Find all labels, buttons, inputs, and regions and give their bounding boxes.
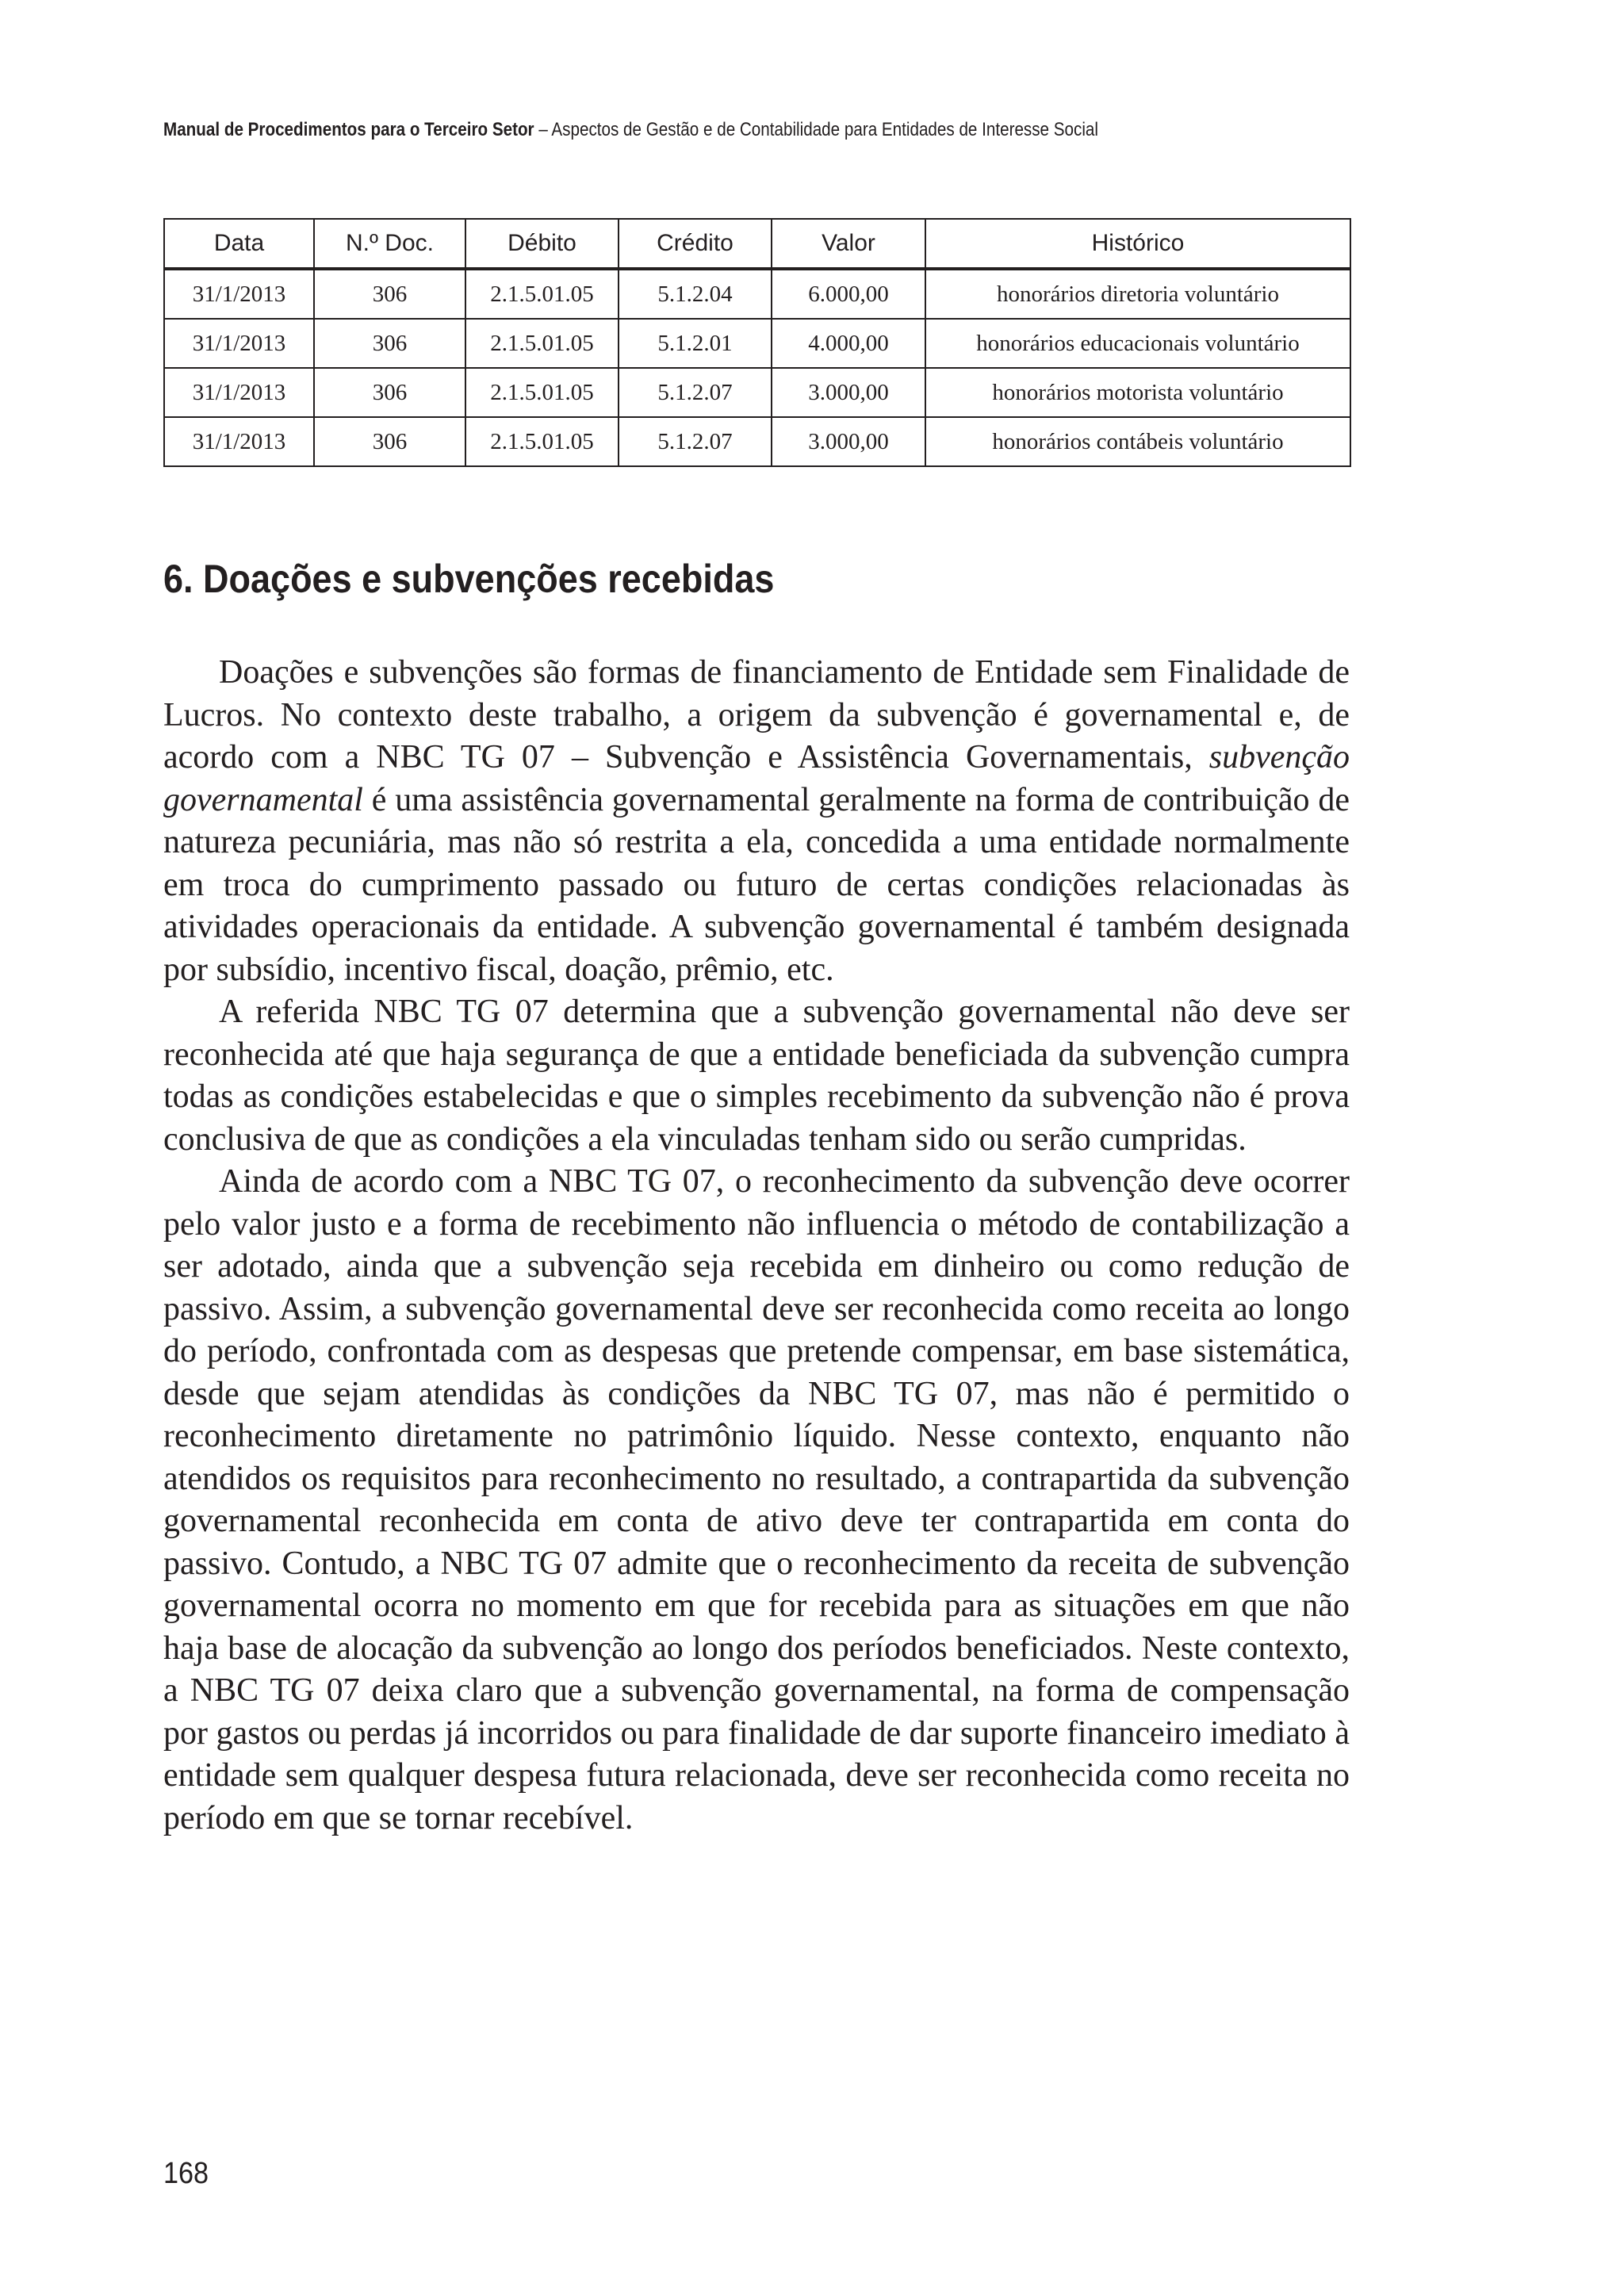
cell-date: 31/1/2013 (164, 269, 314, 319)
table-row (164, 368, 1350, 417)
cell-history: honorários contábeis voluntário (925, 417, 1350, 466)
cell-credit: 5.1.2.01 (619, 319, 772, 368)
running-header-book-title: Manual de Procedimentos para o Terceiro Setor (163, 119, 534, 140)
paragraph-1 (163, 652, 1350, 991)
column-header-valor: Valor (772, 219, 925, 269)
cell-doc: 306 (314, 269, 465, 319)
column-header-data: Data (164, 219, 314, 269)
cell-debit: 2.1.5.01.05 (465, 269, 619, 319)
cell-value: 3.000,00 (772, 368, 925, 417)
section-heading: 6. Doações e subvenções recebidas (163, 557, 775, 601)
cell-credit: 5.1.2.07 (619, 417, 772, 466)
cell-doc: 306 (314, 417, 465, 466)
accounting-entries-table (163, 218, 1351, 467)
cell-date: 31/1/2013 (164, 417, 314, 466)
page-number: 168 (163, 2157, 209, 2190)
paragraph-1-emphasis: subvenção governamental (163, 739, 1350, 818)
section-body (163, 652, 1350, 1840)
paragraph-2: A referida NBC TG 07 determina que a subvenção governamental não deve ser reconhecida até que haja segurança de que a entidade beneficiada da subvenção cumpra todas as condições estabelecidas e que o simples recebimento da subvenção não é prova conclusiva de que as condições a ela vinculadas tenham sido ou serão cumpridas. (163, 994, 1350, 1158)
table-row (164, 269, 1350, 319)
cell-value: 4.000,00 (772, 319, 925, 368)
cell-debit: 2.1.5.01.05 (465, 368, 619, 417)
cell-credit: 5.1.2.04 (619, 269, 772, 319)
running-header (163, 116, 1281, 144)
cell-doc: 306 (314, 319, 465, 368)
cell-value: 6.000,00 (772, 269, 925, 319)
paragraph-1-text-a: Doações e subvenções são formas de financiamento de Entidade sem Finalidade de Lucros. No contexto deste trabalho, a origem da subvenção é governamental e, de acordo com a NBC TG 07 – Subvenção e Assistência Governamentais, (163, 654, 1350, 776)
cell-doc: 306 (314, 368, 465, 417)
column-header-doc: N.º Doc. (314, 219, 465, 269)
cell-credit: 5.1.2.07 (619, 368, 772, 417)
table-row (164, 417, 1350, 466)
paragraph-1-text-b: é uma assistência governamental geralmente na forma de contribuição de natureza pecuniária, mas não só restrita a ela, concedida a uma entidade normalmente em troca do cumprimento passado ou futuro de certas condições relacionadas às atividades operacionais da entidade. A subvenção governamental é também designada por subsídio, incentivo fiscal, doação, prêmio, etc. (163, 781, 1350, 988)
paragraph-3: Ainda de acordo com a NBC TG 07, o reconhecimento da subvenção deve ocorrer pelo valor justo e a forma de recebimento não influencia o método de contabilização a ser adotado, ainda que a subvenção seja recebida em dinheiro ou como redução de passivo. Assim, a subvenção governamental deve ser reconhecida como receita ao longo do período, confrontada com as despesas que pretende compensar, em base sistemática, desde que sejam atendidas às condições da NBC TG 07, mas não é permitido o reconhecimento diretamente no patrimônio líquido. Nesse contexto, enquanto não atendidos os requisitos para reconhecimento no resultado, a contrapartida da subvenção governamental reconhecida em conta de ativo deve ter contrapartida em conta do passivo. Contudo, a NBC TG 07 admite que o reconhecimento da receita de subvenção governamental ocorra no momento em que for recebida para as situações em que não haja base de alocação da subvenção ao longo dos períodos beneficiados. Neste contexto, a NBC TG 07 deixa claro que a subvenção governamental, na forma de compensação por gastos ou perdas já incorridos ou para finalidade de dar suporte financeiro imediato à entidade sem qualquer despesa futura relacionada, deve ser reconhecida como receita no período em que se tornar recebível. (163, 1163, 1350, 1836)
running-header-subtitle: – Aspectos de Gestão e de Contabilidade para Entidades de Interesse Social (534, 119, 1098, 140)
cell-value: 3.000,00 (772, 417, 925, 466)
table-header-row (164, 219, 1350, 269)
cell-debit: 2.1.5.01.05 (465, 319, 619, 368)
table-row (164, 319, 1350, 368)
cell-date: 31/1/2013 (164, 319, 314, 368)
cell-history: honorários diretoria voluntário (925, 269, 1350, 319)
cell-date: 31/1/2013 (164, 368, 314, 417)
cell-history: honorários motorista voluntário (925, 368, 1350, 417)
column-header-debito: Débito (465, 219, 619, 269)
column-header-historico: Histórico (925, 219, 1350, 269)
column-header-credito: Crédito (619, 219, 772, 269)
cell-history: honorários educacionais voluntário (925, 319, 1350, 368)
cell-debit: 2.1.5.01.05 (465, 417, 619, 466)
